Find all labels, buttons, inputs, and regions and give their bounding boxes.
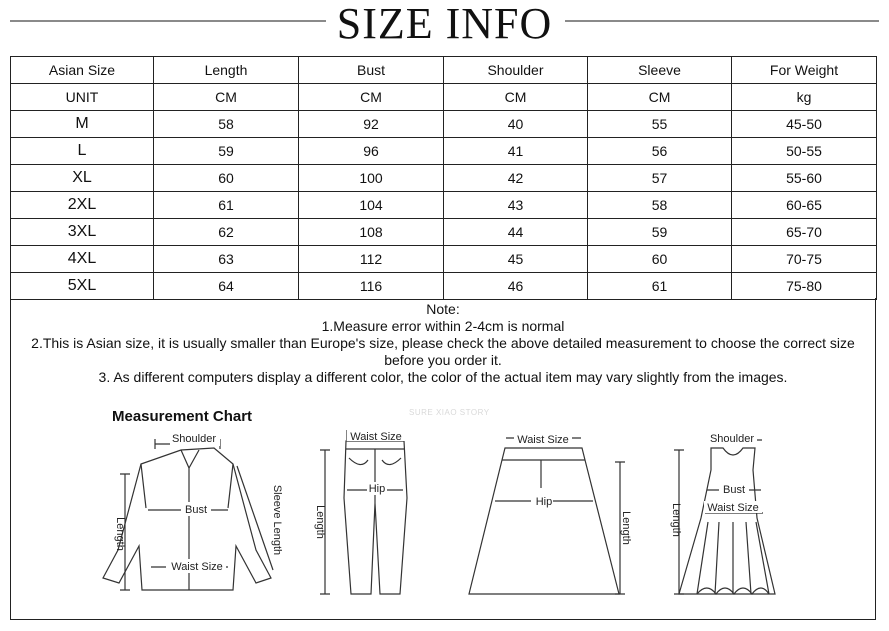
table-cell: L [11, 138, 154, 165]
dress-bust-label: Bust [722, 484, 746, 496]
table-cell: 50-55 [732, 138, 877, 165]
table-cell: Asian Size [11, 57, 154, 84]
table-cell: 57 [588, 165, 732, 192]
table-row [11, 111, 877, 138]
shirt-sleeve-arrow [237, 466, 273, 570]
table-header-row [11, 57, 877, 84]
table-cell: 43 [444, 192, 588, 219]
table-cell: 62 [154, 219, 299, 246]
note-line-2-cont: before you order it. [384, 352, 502, 368]
skirt-hip-label: Hip [535, 496, 553, 508]
dress-shoulder-label: Shoulder [709, 433, 755, 445]
table-cell: 61 [154, 192, 299, 219]
header-rule-right [565, 20, 879, 22]
table-cell: 60 [154, 165, 299, 192]
table-cell: XL [11, 165, 154, 192]
table-row [11, 138, 877, 165]
skirt-waist-label: Waist Size [517, 434, 569, 446]
page-title: SIZE INFO [336, 0, 553, 48]
table-cell: 42 [444, 165, 588, 192]
shirt-waist-label: Waist Size [171, 561, 223, 573]
table-cell: Bust [299, 57, 444, 84]
table-cell: 41 [444, 138, 588, 165]
table-cell: 112 [299, 246, 444, 273]
table-cell: 58 [154, 111, 299, 138]
measurement-chart-title: Measurement Chart [112, 408, 253, 425]
note-line-3: 3. As different computers display a different color, the color of the actual item may vary slightly from the images. [98, 369, 788, 385]
table-cell: 100 [299, 165, 444, 192]
dress-illustration [670, 432, 775, 594]
table-cell: 63 [154, 246, 299, 273]
table-cell: 40 [444, 111, 588, 138]
shirt-sleeve-label: Sleeve Length [271, 484, 283, 556]
table-cell: Shoulder [444, 57, 588, 84]
shirt-illustration [103, 432, 283, 590]
table-cell: 59 [588, 219, 732, 246]
pants-illustration [314, 429, 407, 594]
table-cell: 65-70 [732, 219, 877, 246]
size-table [10, 56, 877, 300]
shirt-shoulder-label: Shoulder [171, 433, 217, 445]
skirt-illustration [469, 432, 632, 594]
note-line-1: 1.Measure error within 2-4cm is normal [321, 318, 565, 334]
table-cell: 60 [588, 246, 732, 273]
table-cell: 55 [588, 111, 732, 138]
dress-length-label: Length [670, 503, 682, 537]
table-cell: 3XL [11, 219, 154, 246]
table-cell: 108 [299, 219, 444, 246]
table-cell: Sleeve [588, 57, 732, 84]
table-cell: 75-80 [732, 273, 877, 300]
table-cell: Length [154, 57, 299, 84]
note-heading: Note: [426, 301, 460, 317]
shirt-bust-label: Bust [184, 504, 208, 516]
table-cell: 55-60 [732, 165, 877, 192]
note-line-2: 2.This is Asian size, it is usually smaller than Europe's size, please check the above detailed measurement to choose the correct size [31, 335, 855, 351]
table-cell: M [11, 111, 154, 138]
table-cell: 45 [444, 246, 588, 273]
table-row [11, 273, 877, 300]
dress-waist-label: Waist Size [707, 502, 759, 514]
notes-panel [10, 298, 876, 620]
table-cell: 64 [154, 273, 299, 300]
table-row [11, 165, 877, 192]
pants-hip-label: Hip [368, 483, 386, 495]
table-cell: CM [299, 84, 444, 111]
table-cell: 56 [588, 138, 732, 165]
table-cell: CM [444, 84, 588, 111]
table-unit-row [11, 84, 877, 111]
table-cell: 116 [299, 273, 444, 300]
header-rule-left [10, 20, 326, 22]
table-cell: 59 [154, 138, 299, 165]
table-cell: 96 [299, 138, 444, 165]
table-cell: 2XL [11, 192, 154, 219]
table-cell: For Weight [732, 57, 877, 84]
table-cell: 44 [444, 219, 588, 246]
table-cell: CM [588, 84, 732, 111]
measurement-illustrations [11, 298, 877, 620]
table-cell: 92 [299, 111, 444, 138]
pants-waist-label: Waist Size [350, 431, 402, 443]
table-cell: UNIT [11, 84, 154, 111]
size-table-body [11, 57, 877, 300]
table-cell: 46 [444, 273, 588, 300]
shirt-length-label: Length [114, 517, 126, 551]
table-cell: CM [154, 84, 299, 111]
table-row [11, 192, 877, 219]
table-cell: 4XL [11, 246, 154, 273]
skirt-length-label: Length [620, 511, 632, 545]
table-cell: 5XL [11, 273, 154, 300]
table-cell: 60-65 [732, 192, 877, 219]
table-cell: 45-50 [732, 111, 877, 138]
table-cell: 104 [299, 192, 444, 219]
pants-length-label: Length [314, 505, 326, 539]
table-row [11, 246, 877, 273]
store-watermark: SURE XIAO STORY [409, 408, 490, 417]
table-row [11, 219, 877, 246]
table-cell: 61 [588, 273, 732, 300]
table-cell: kg [732, 84, 877, 111]
table-cell: 70-75 [732, 246, 877, 273]
table-cell: 58 [588, 192, 732, 219]
